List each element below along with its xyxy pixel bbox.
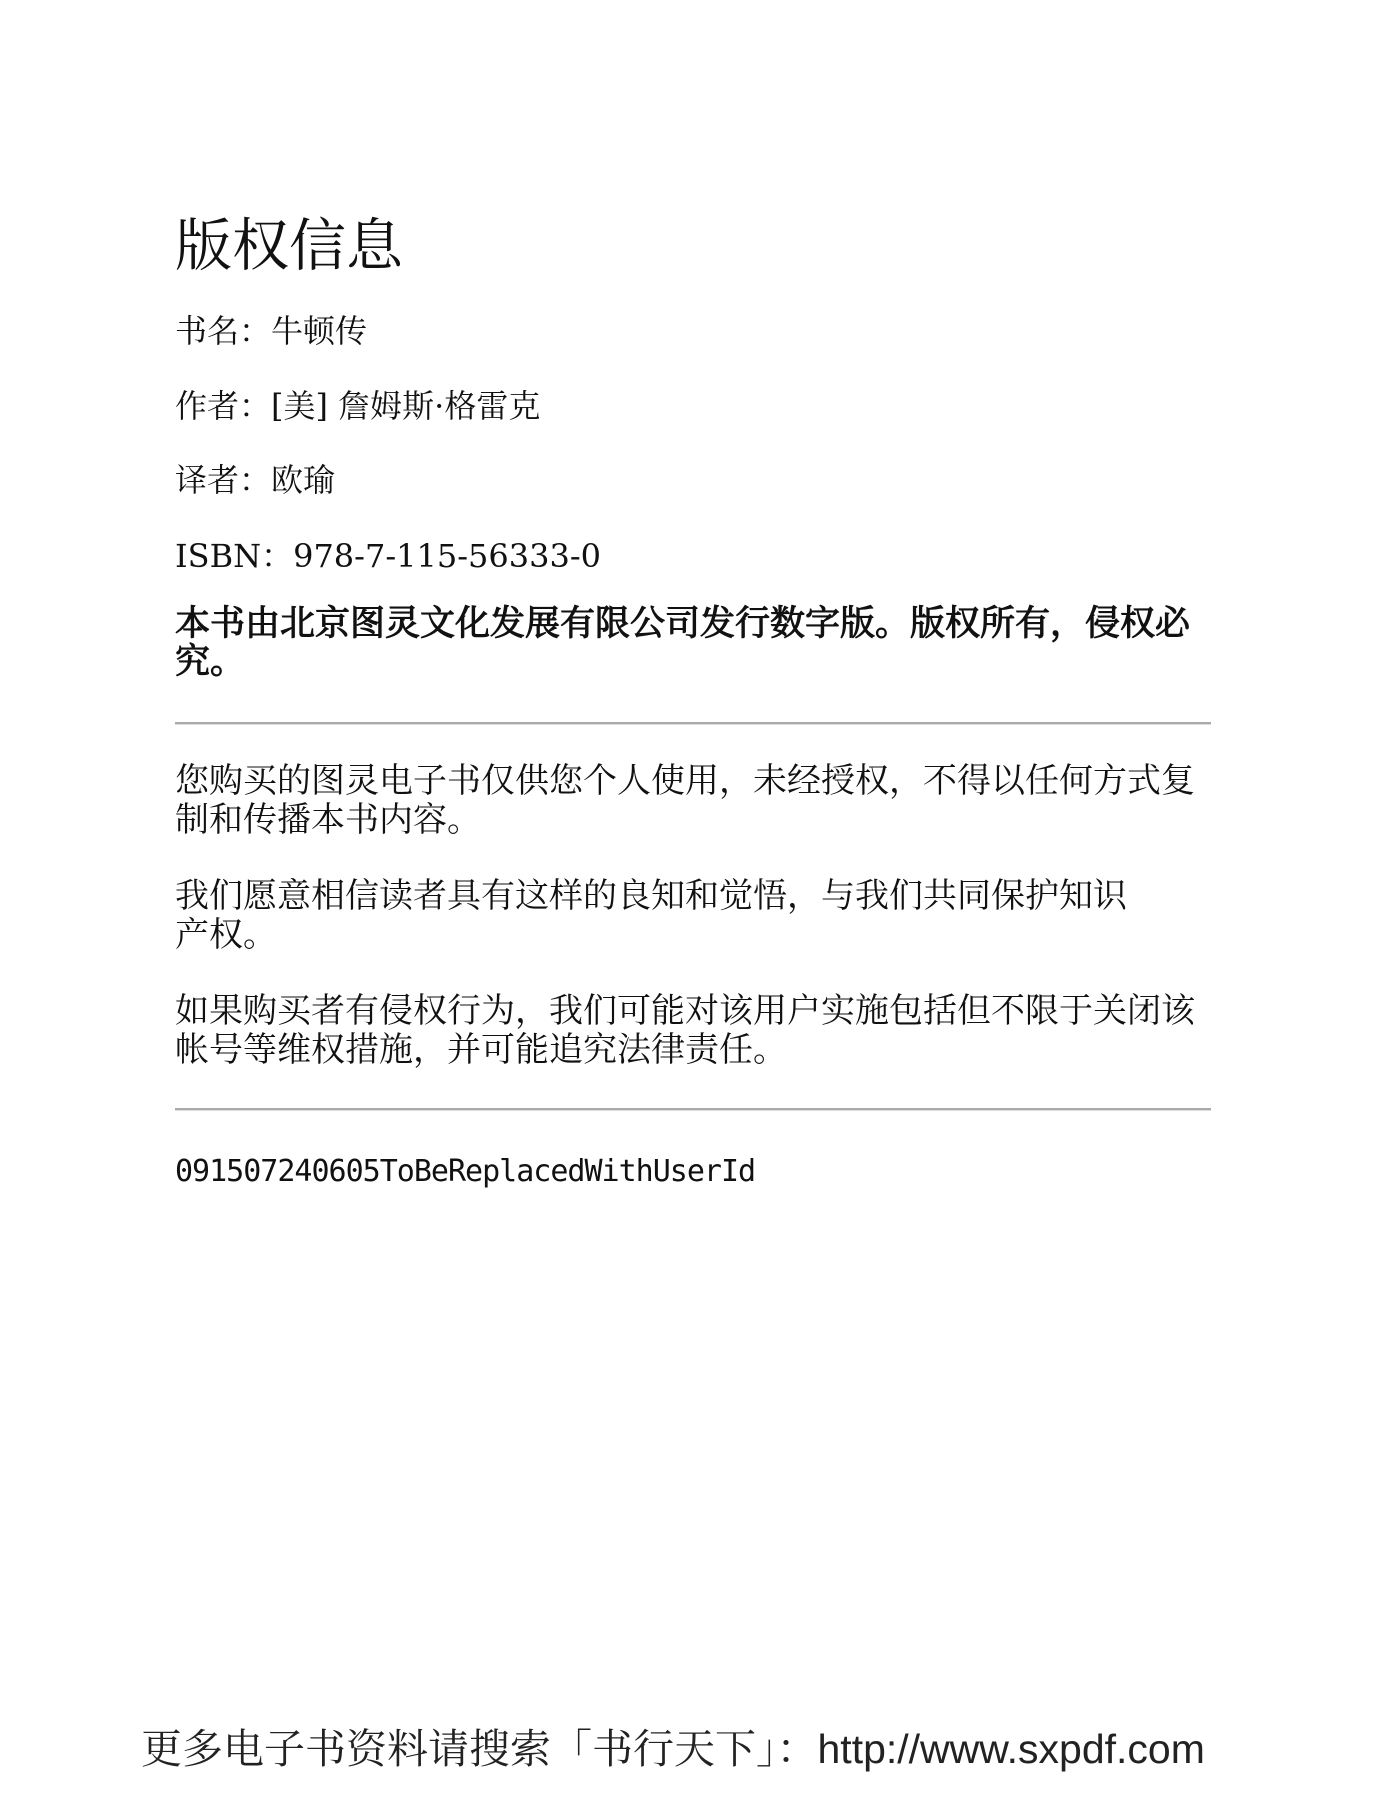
usage-paragraph: 您购买的图灵电子书仅供您个人使用，未经授权，不得以任何方式复制和传播本书内容。 <box>175 761 1195 840</box>
publisher-notice: 本书由北京图灵文化发展有限公司发行数字版。版权所有，侵权必究。 <box>175 604 1191 682</box>
isbn: ISBN：978-7-115-56333-0 <box>175 537 602 575</box>
book-name: 书名：牛顿传 <box>175 312 368 350</box>
user-id: 091507240605ToBeReplacedWithUserId <box>175 1154 756 1189</box>
divider <box>175 722 1211 725</box>
page-title: 版权信息 <box>175 213 403 279</box>
divider <box>175 1108 1211 1111</box>
ip-paragraph: 我们愿意相信读者具有这样的良知和觉悟，与我们共同保护知识产权。 <box>175 876 1127 955</box>
translator: 译者：欧瑜 <box>175 461 336 499</box>
author: 作者：[美] 詹姆斯·格雷克 <box>175 387 541 425</box>
infringement-paragraph: 如果购买者有侵权行为，我们可能对该用户实施包括但不限于关闭该帐号等维权措施，并可能追究法律责任。 <box>175 991 1195 1070</box>
footer-watermark: 更多电子书资料请搜索「书行天下」：http://www.sxpdf.com <box>141 1726 1205 1772</box>
